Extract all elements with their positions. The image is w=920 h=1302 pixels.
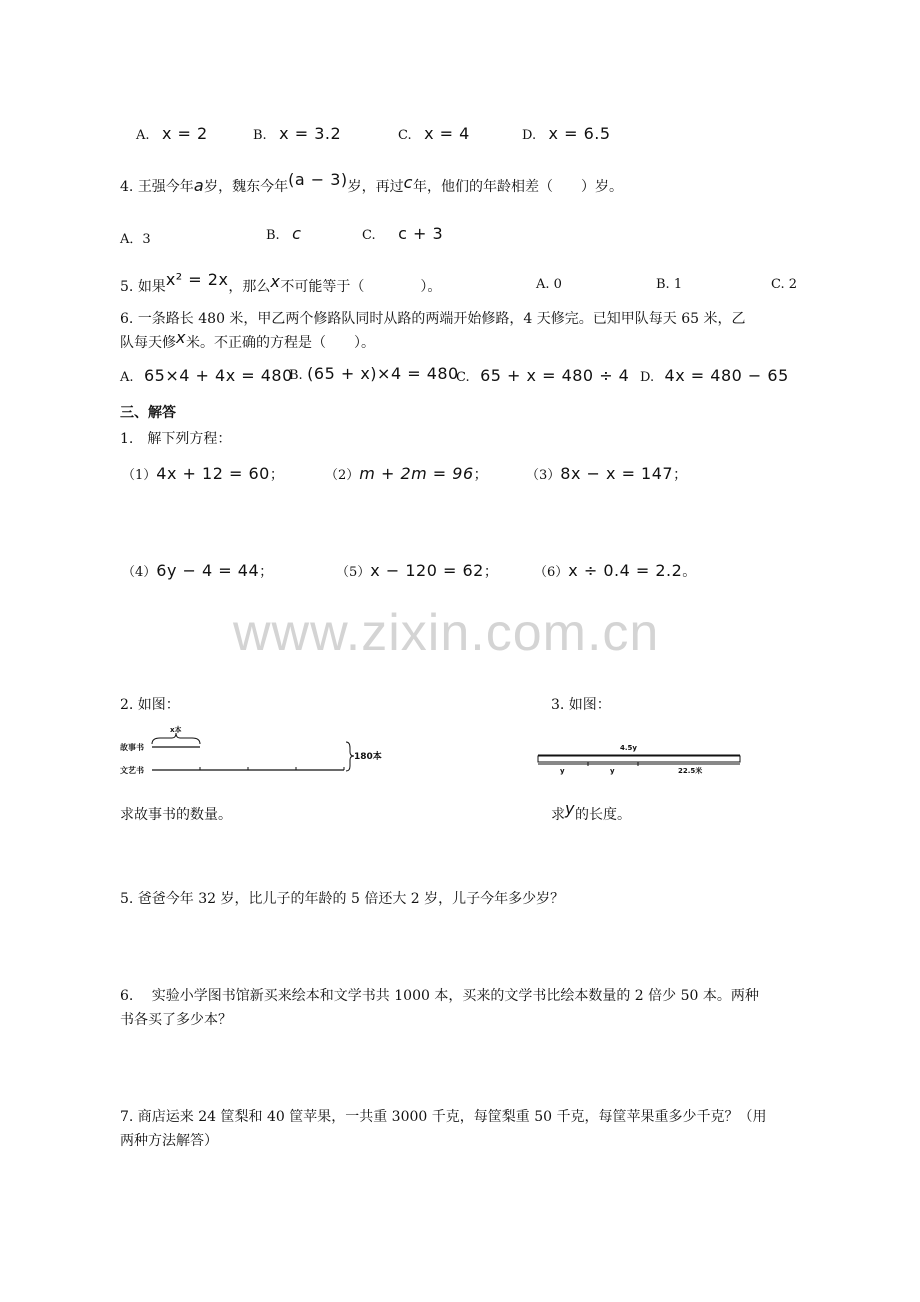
equation-2-expr: m + 2m = 96 — [359, 464, 474, 483]
equation-3-expr: 8x − x = 147 — [560, 464, 674, 483]
fig2-diagram — [118, 722, 382, 778]
fig2-right-brace — [346, 742, 354, 771]
equation-1-label: （1） — [122, 468, 157, 483]
equation-3-end: ； — [673, 467, 688, 483]
q5-expr: x² = 2x — [165, 270, 229, 289]
fig3-bar — [538, 756, 740, 762]
q4-var-c: c — [403, 173, 413, 192]
equation-5 — [336, 561, 498, 581]
q4-text-2: 岁，魏东今年 — [204, 179, 289, 195]
word-problem-7-line-1: 7. 商店运来 24 筐梨和 40 筐苹果，一共重 3000 千克，每筐梨重 50 千克，每筐苹果重多少千克？（用 — [120, 1109, 767, 1125]
q5-text-2: ，那么 — [228, 279, 271, 295]
q3-options — [136, 124, 208, 143]
fig2-label: 2. 如图： — [120, 697, 180, 713]
q6-option-a-expr: 65×4 + 4x = 480 — [143, 366, 293, 385]
equation-5-expr: x − 120 = 62 — [370, 561, 484, 580]
q6-option-a-label: A. — [120, 370, 134, 385]
fig3-var-y: y — [565, 799, 575, 818]
q4-option-c-label: C. — [362, 228, 376, 243]
q3-option-d-label: D. — [522, 128, 537, 143]
q3-option-b-expr: x = 3.2 — [279, 124, 342, 143]
fig3-question-text-1: 求 — [551, 807, 565, 823]
fig3-question — [551, 799, 631, 824]
equation-6-label: （6） — [534, 565, 569, 580]
q5-option-b: B. 1 — [656, 277, 683, 292]
q3-option-d-expr: x = 6.5 — [548, 124, 611, 143]
question-6-line-2 — [120, 328, 375, 352]
q6-option-d-expr: 4x = 480 − 65 — [664, 366, 789, 385]
q6-var-x: x — [176, 328, 186, 347]
word-problem-7-line-2: 两种方法解答） — [120, 1133, 218, 1149]
equation-3-label: （3） — [526, 468, 561, 483]
word-problem-6-line-2: 书各买了多少本？ — [120, 1012, 232, 1028]
word-problem-5: 5. 爸爸今年 32 岁，比儿子的年龄的 5 倍还大 2 岁，儿子今年多少岁？ — [120, 891, 565, 907]
q4-option-b-label: B. — [266, 228, 280, 243]
q4-option-b-expr: c — [292, 224, 302, 243]
q6-option-c-expr: 65 + x = 480 ÷ 4 — [480, 366, 630, 385]
q3-option-c-expr: x = 4 — [424, 124, 470, 143]
fig3-top-label: 4.5y — [620, 744, 637, 752]
equation-6-expr: x ÷ 0.4 = 2.2 — [568, 561, 683, 580]
fig3-seg-2: y — [610, 767, 615, 775]
q5-option-a: A. 0 — [536, 277, 562, 292]
q3-option-b-label: B. — [253, 128, 267, 143]
q3-option-a-label: A. — [136, 128, 150, 143]
q4-text-1: 王强今年 — [137, 179, 194, 195]
equation-5-label: （5） — [336, 565, 371, 580]
question-5 — [120, 270, 442, 296]
q4-var-a: a — [193, 176, 205, 195]
q4-option-c-expr: c + 3 — [398, 224, 444, 243]
fig3-seg-1: y — [560, 767, 565, 775]
q6-option-b-expr: (65 + x)×4 = 480 — [307, 364, 459, 383]
q4-expr: (a − 3) — [288, 170, 348, 189]
q6-option-b-label: B. — [289, 368, 303, 383]
q3-option-a-expr: x = 2 — [161, 124, 208, 143]
q6-line1: 一条路长 480 米，甲乙两个修路队同时从路的两端开始修路，4 天修完。已知甲队每天 65 米，乙 — [137, 311, 746, 327]
equation-2-end: ； — [473, 467, 488, 483]
q6-line2-text-1: 队每天修 — [120, 335, 176, 351]
fig3-diagram — [536, 740, 746, 776]
equation-4 — [122, 561, 273, 581]
word-problem-6-line-1: 6. 实验小学图书馆新买来绘本和文学书共 1000 本，买来的文学书比绘本数量的 2 倍少 50 本。两种 — [120, 988, 759, 1004]
equation-4-end: ； — [259, 564, 274, 580]
q4-number: 4. — [120, 179, 134, 195]
fig2-row-label-story: 故事书 — [120, 743, 144, 752]
q5-var-x: x — [270, 272, 281, 291]
q4-option-a: A．3 — [120, 232, 151, 247]
q6-line2-text-2: 米。不正确的方程是（ ）。 — [185, 335, 375, 351]
equation-1-end: ； — [269, 467, 284, 483]
equation-6-end: 。 — [682, 564, 697, 580]
q4-text-3: 岁，再过 — [347, 179, 404, 195]
q1-label: 1. 解下列方程： — [120, 431, 232, 447]
fig2-row-label-literature: 文艺书 — [120, 766, 144, 775]
watermark: www.zixin.com.cn — [233, 604, 660, 662]
equation-2-label: （2） — [325, 468, 360, 483]
equation-5-end: ； — [483, 564, 498, 580]
equation-1 — [122, 464, 284, 484]
fig2-brace-label: x本 — [170, 726, 182, 734]
equation-4-label: （4） — [122, 565, 157, 580]
fig3-seg-3: 22.5米 — [678, 767, 703, 775]
equation-3 — [526, 464, 687, 484]
q5-option-c: C. 2 — [771, 277, 798, 292]
q4-text-4: 年，他们的年龄相差（ ）岁。 — [412, 179, 623, 195]
q3-option-c-label: C. — [398, 128, 412, 143]
section-heading: 三、解答 — [120, 405, 176, 421]
fig2-question: 求故事书的数量。 — [120, 807, 232, 823]
fig2-total-label: 180本 — [354, 752, 382, 762]
fig3-question-text-2: 的长度。 — [574, 807, 631, 823]
equation-6 — [534, 561, 696, 581]
q6-number: 6. — [120, 311, 134, 327]
equation-4-expr: 6y − 4 = 44 — [156, 561, 260, 580]
q5-text-3: 不可能等于（ ）。 — [280, 279, 442, 295]
q6-option-d-label: D. — [640, 370, 655, 385]
fig2-top-brace — [152, 733, 200, 744]
q5-text-1: 如果 — [137, 279, 166, 295]
q5-number: 5. — [120, 279, 134, 295]
equation-1-expr: 4x + 12 = 60 — [156, 464, 270, 483]
question-6-line-1 — [120, 308, 746, 328]
fig3-label: 3. 如图： — [551, 697, 611, 713]
equation-2 — [325, 464, 488, 484]
q6-option-c-label: C. — [456, 370, 470, 385]
question-4 — [120, 170, 623, 196]
